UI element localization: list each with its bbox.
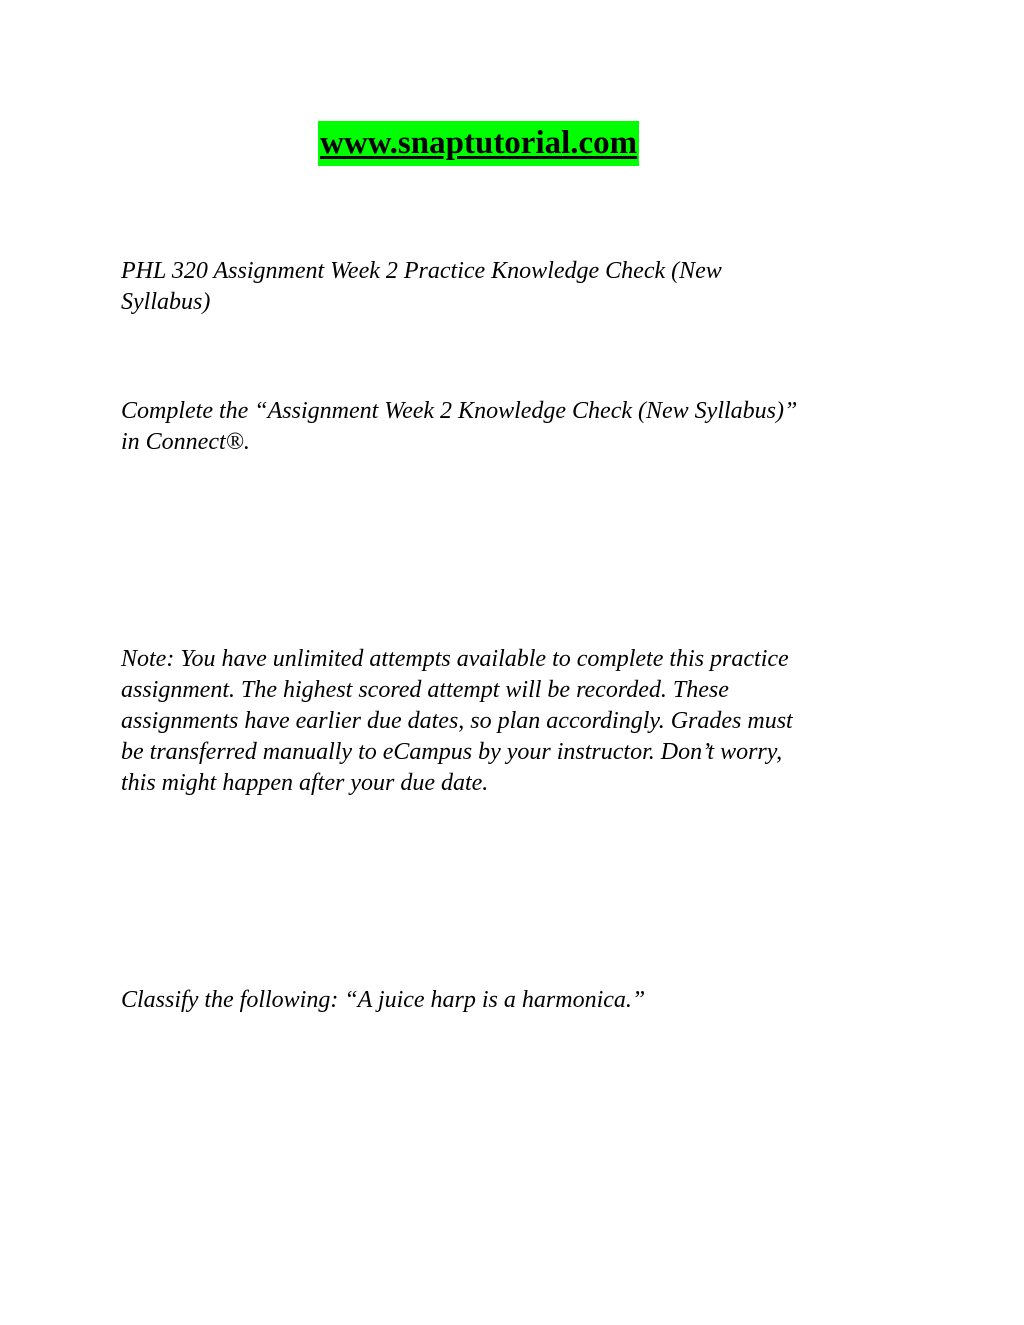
note-paragraph: Note: You have unlimited attempts available to complete this practice assignment. The highest scored attempt will be recorded. These assignments have earlier due dates, so plan accordingly. Grades must be transferred manually to eCampus by your instructor. Don’t worry, this might happen after your due date. <box>121 646 793 796</box>
question-paragraph: Classify the following: “A juice harp is a harmonica.” <box>121 987 646 1013</box>
site-url-link[interactable]: www.snaptutorial.com <box>318 121 639 166</box>
document-title: PHL 320 Assignment Week 2 Practice Knowledge Check (New Syllabus) <box>121 258 722 315</box>
instruction-paragraph: Complete the “Assignment Week 2 Knowledge Check (New Syllabus)” in Connect®. <box>121 398 798 455</box>
